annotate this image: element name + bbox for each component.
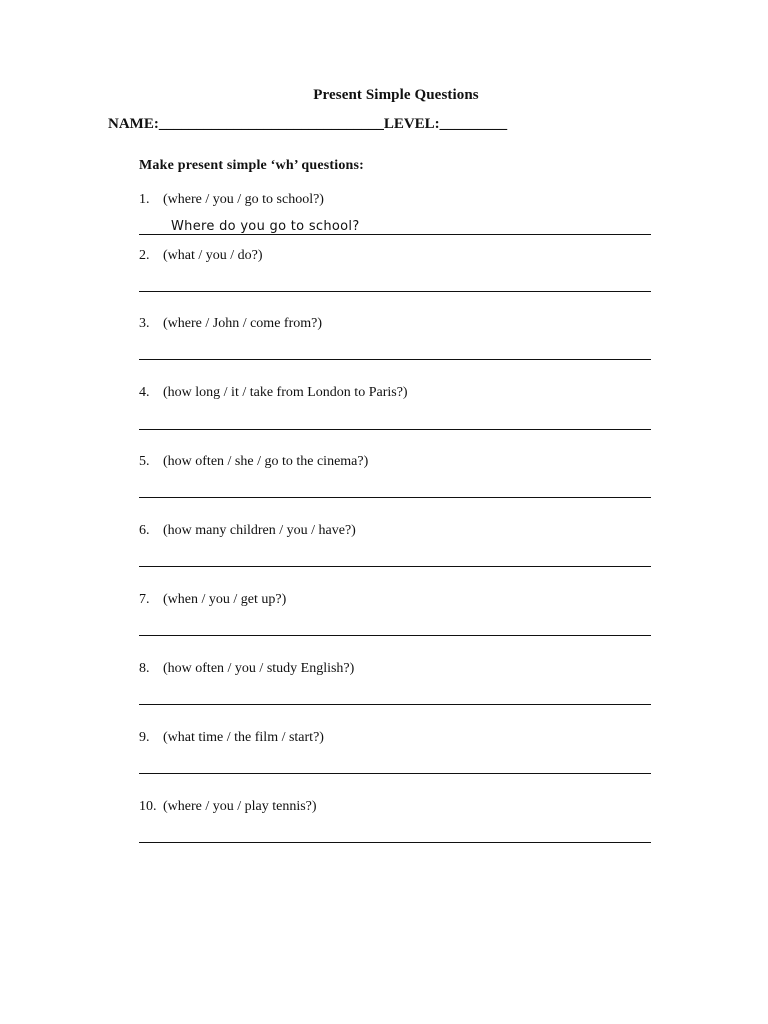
question-number: 6. [139, 523, 150, 538]
question-6 [139, 523, 356, 539]
answer-line-8[interactable] [139, 704, 651, 705]
question-prompt: (what time / the film / start?) [163, 730, 324, 745]
question-number: 2. [139, 248, 150, 263]
question-10 [139, 799, 317, 815]
sample-answer: Where do you go to school? [171, 219, 360, 234]
question-prompt: (how often / she / go to the cinema?) [163, 454, 369, 469]
question-number: 3. [139, 316, 150, 331]
question-prompt: (where / you / play tennis?) [163, 799, 317, 814]
question-1 [139, 192, 324, 208]
question-number: 9. [139, 730, 150, 745]
question-number: 7. [139, 592, 150, 607]
question-prompt: (when / you / get up?) [163, 592, 287, 607]
question-prompt: (how often / you / study English?) [163, 661, 355, 676]
question-9 [139, 730, 324, 746]
worksheet-title: Present Simple Questions [313, 87, 479, 103]
question-3 [139, 316, 322, 332]
answer-line-4[interactable] [139, 429, 651, 430]
question-number: 4. [139, 385, 150, 400]
question-prompt: (where / you / go to school?) [163, 192, 324, 207]
question-2 [139, 248, 263, 264]
question-number: 10. [139, 799, 157, 814]
question-number: 5. [139, 454, 150, 469]
question-7 [139, 592, 286, 608]
answer-line-5[interactable] [139, 497, 651, 498]
answer-line-3[interactable] [139, 359, 651, 360]
answer-line-2[interactable] [139, 291, 651, 292]
answer-line-6[interactable] [139, 566, 651, 567]
answer-line-1[interactable] [139, 234, 651, 235]
question-prompt: (what / you / do?) [163, 248, 263, 263]
question-number: 8. [139, 661, 150, 676]
question-5 [139, 454, 368, 470]
answer-line-7[interactable] [139, 635, 651, 636]
answer-line-10[interactable] [139, 842, 651, 843]
question-prompt: (how long / it / take from London to Paris?) [163, 385, 408, 400]
instruction-text: Make present simple ‘wh’ questions: [139, 158, 365, 173]
question-8 [139, 661, 354, 677]
question-number: 1. [139, 192, 150, 207]
question-prompt: (where / John / come from?) [163, 316, 322, 331]
answer-line-9[interactable] [139, 773, 651, 774]
question-4 [139, 385, 408, 401]
name-level-row: NAME:______________________________LEVEL:_________ [108, 116, 508, 132]
question-prompt: (how many children / you / have?) [163, 523, 356, 538]
